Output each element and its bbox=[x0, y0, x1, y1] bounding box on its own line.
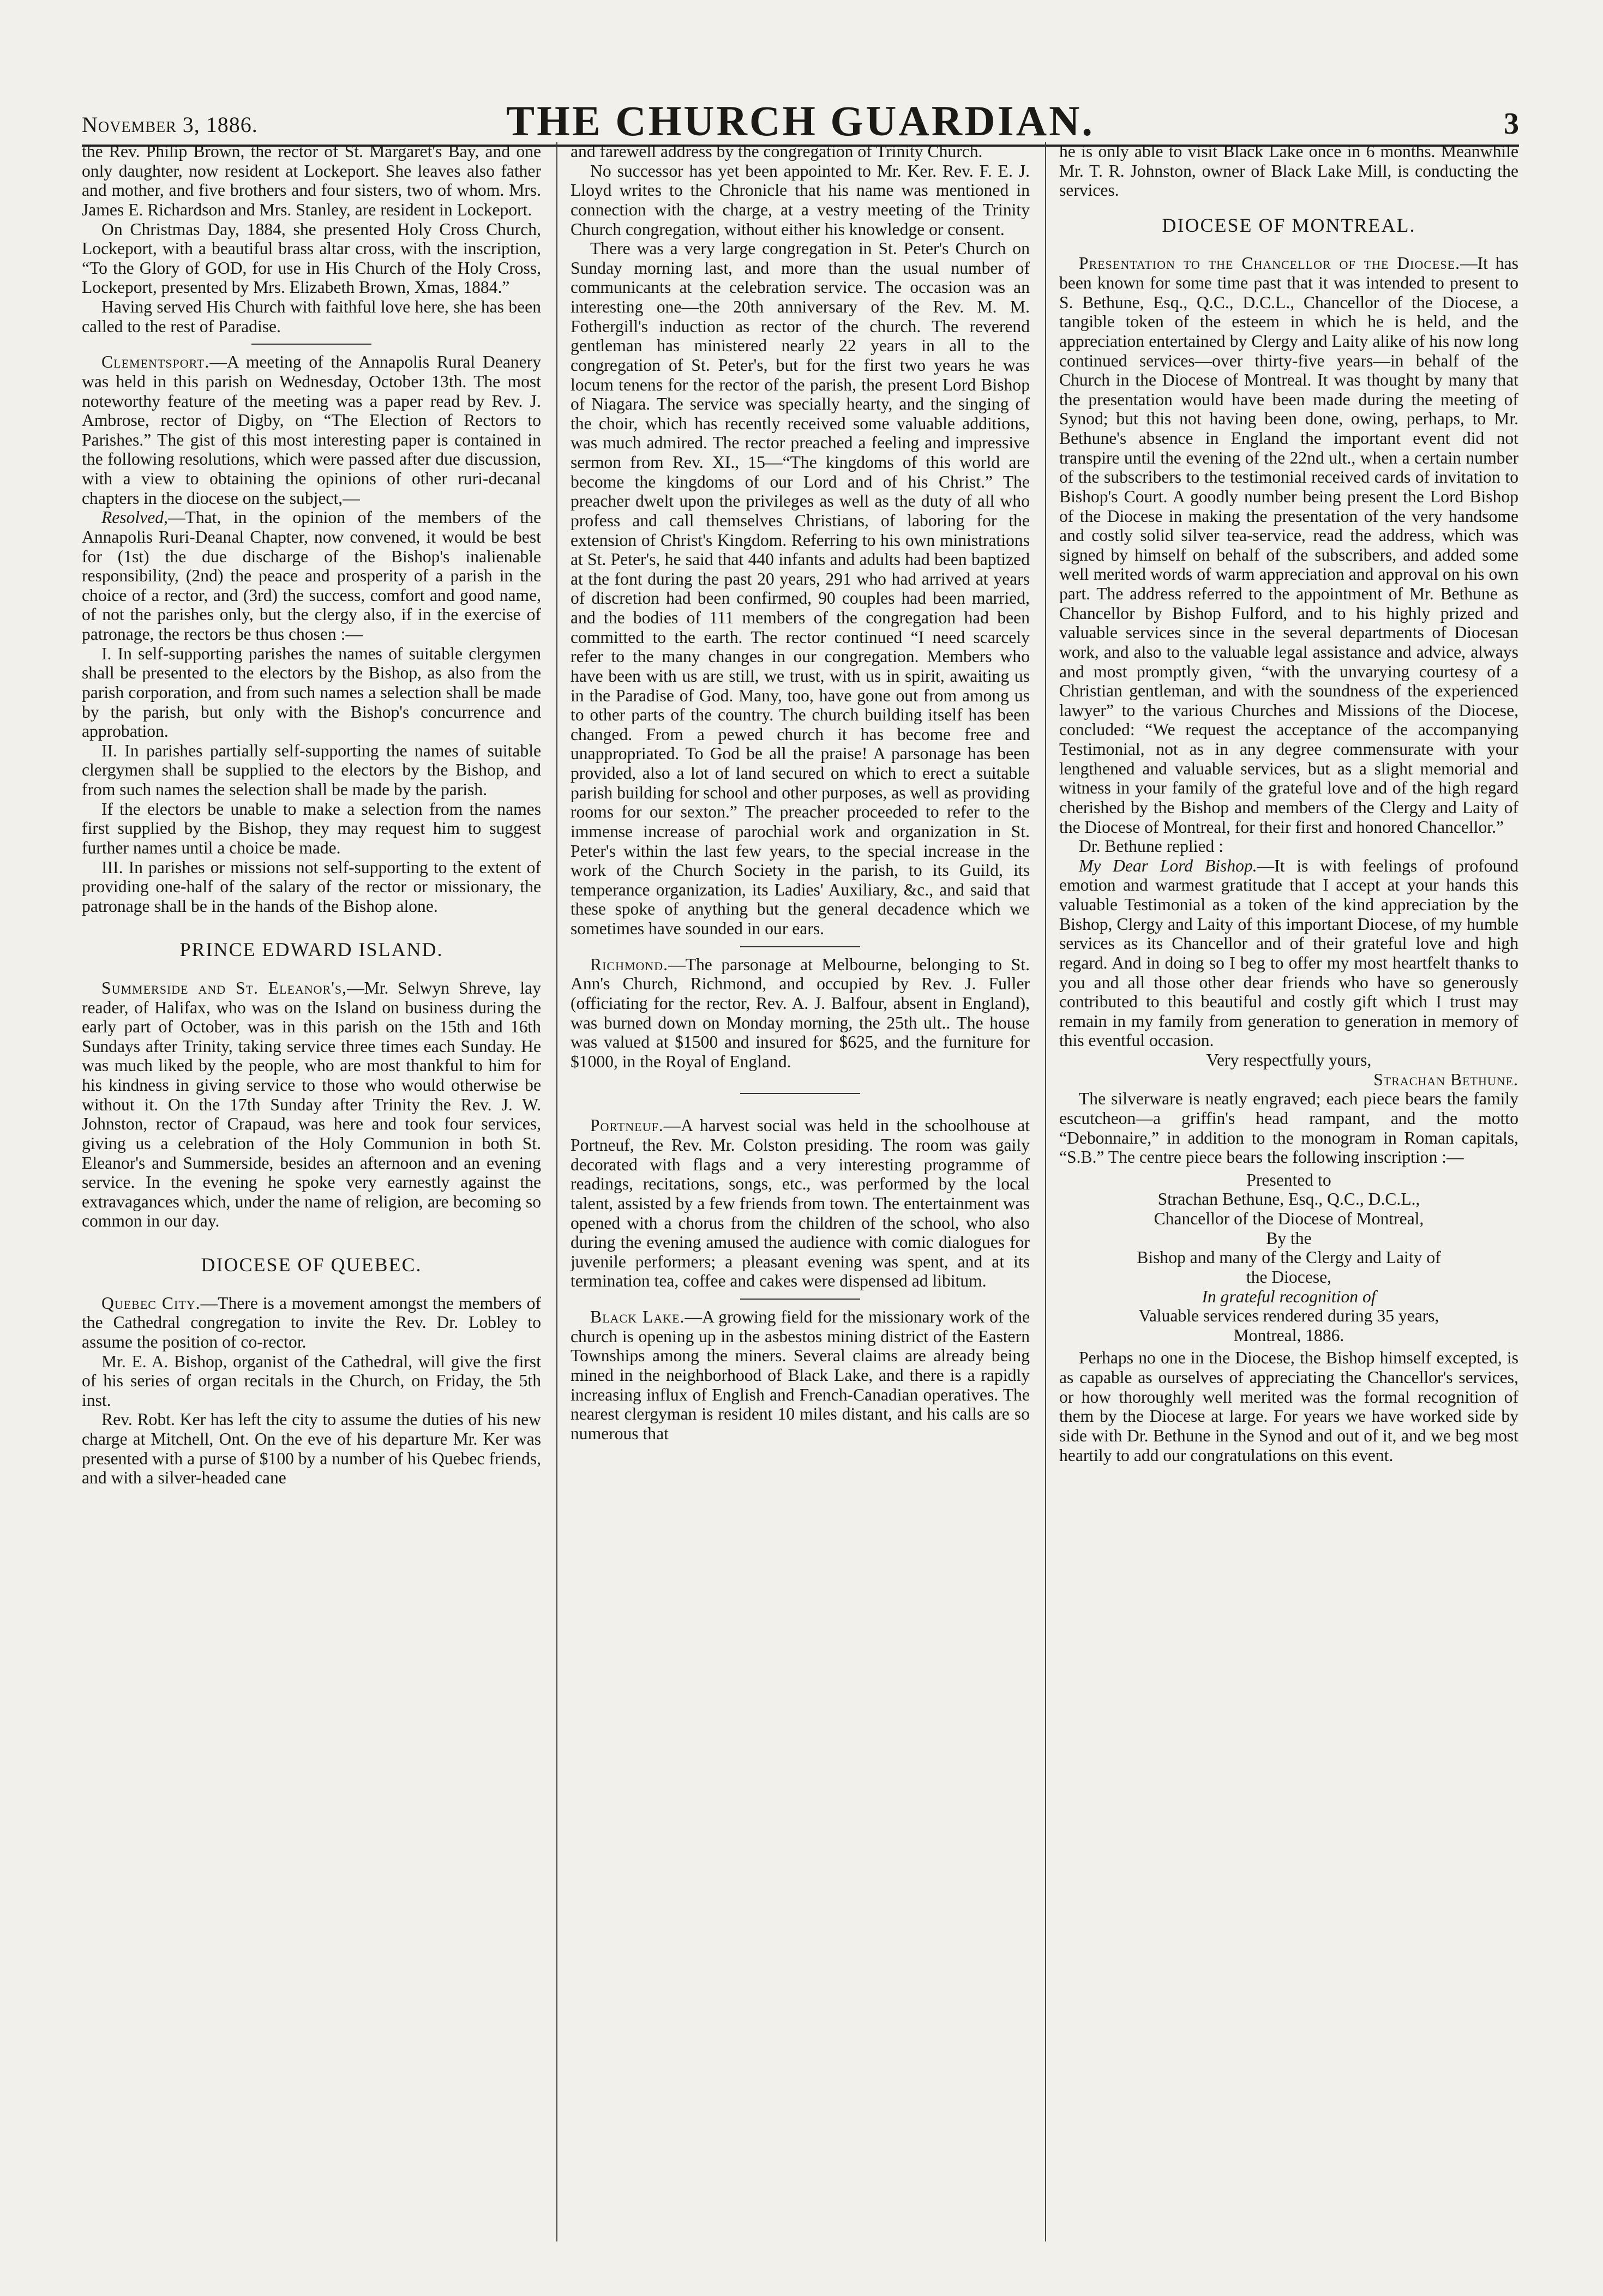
letter-closing: Very respectfully yours, bbox=[1206, 1050, 1372, 1070]
article-paragraph: Having served His Church with faithful love here, she has been called to the rest of Paradise. bbox=[82, 297, 541, 336]
inscription-line: Valuable services rendered during 35 years, bbox=[1138, 1306, 1439, 1326]
newspaper-title: THE CHURCH GUARDIAN. bbox=[506, 97, 1095, 145]
article-lead: Clementsport. bbox=[101, 352, 210, 372]
issue-date: November 3, 1886. bbox=[82, 112, 258, 137]
article-lead: Presentation to the Chancellor of the Diocese. bbox=[1079, 254, 1461, 273]
letter-body: —It is with feelings of profound emotion and warmest gratitude that I accept at your hands this valuable Testimonial as a token of the kind appreciation by the Bishop, Clergy and Laity of this important Diocese, of my humble services as its Chancellor and of their grateful love and high regard. And in doing so I beg to offer my most heartfelt thanks to you and all those other dear friends who have so generously contributed to this beautiful and costly gift which I trust may remain in my family from generation to generation in memory of this eventful occasion. bbox=[1059, 856, 1518, 1050]
resolution-item: III. In parishes or missions not self-supporting to the extent of providing one-half of the salary of the rector or missionary, the patronage shall be in the hands of the Bishop alone. bbox=[82, 857, 541, 916]
inscription-line: the Diocese, bbox=[1246, 1267, 1332, 1287]
masthead bbox=[82, 90, 1519, 147]
article-paragraph: No successor has yet been appointed to Mr. Ker. Rev. F. E. J. Lloyd writes to the Chronicle that his name was mentioned in connection with the charge, at a vestry meeting of the Trinity Church congregation, without either his knowledge or consent. bbox=[571, 161, 1030, 239]
article-body: —Mr. Selwyn Shreve, lay reader, of Halifax, who was on the Island on business during the early part of October, was in this parish on the 15th and 16th Sundays after Trinity, taking service three times each Sunday. He was much liked by the people, who are most thankful to him for his kindness in giving service to those who would otherwise be without it. On the 17th Sunday after Trinity the Rev. J. W. Johnston, rector of Crapaud, was here and took four services, giving us a celebration of the Holy Communion in both St. Eleanor's and Summerside, besides an afternoon and an evening service. In the evening he spoke very earnestly against the extravagances which, under the name of religion, are becoming so common in our day. bbox=[82, 978, 541, 1231]
inscription bbox=[1059, 1170, 1518, 1345]
article-body: —A growing field for the missionary work of the church is opening up in the asbestos mining district of the Eastern Townships among the miners. Several claims are already being mined in the neighborhood of Black Lake, and there is a rapidly increasing influx of English and French-Canadian operatives. The nearest clergyman is resident 10 miles distant, and his calls are so numerous that bbox=[571, 1307, 1030, 1443]
article-presentation bbox=[1059, 254, 1518, 837]
article-paragraph: There was a very large congregation in St. Peter's Church on Sunday morning last, and more than the usual number of communicants at the celebration service. The occasion was an interesting one—the 20th anniversary of the Rev. M. M. Fothergill's induction as rector of the church. The reverend gentleman has ministered nearly 22 years in all to the congregation of St. Peter's, but for the first two years he was locum tenens for the rector of the parish, the present Lord Bishop of Niagara. The service was specially hearty, and the singing of the choir, which has recently received some valuable additions, was much admired. The rector preached a feeling and impressive sermon from Rev. XI., 15—“The kingdoms of this world are become the kingdoms of our Lord and of his Christ.” The preacher dwelt upon the privileges as well as the duty of all who profess and call themselves Christians, of laboring for the extension of Christ's Kingdom. Referring to his own ministrations at St. Peter's, he said that 440 infants and adults had been baptized at the font during the past 20 years, 291 who had arrived at years of discretion had been confirmed, 90 couples had been married, and the bodies of 111 members of the congregation had been committed to the earth. The rector continued “I need scarcely refer to the many changes in our congregation. Members who have been with us are still, we trust, with us in spirit, awaiting us in the Paradise of God. Many, too, have gone out from among us to other parts of the country. The church building itself has been changed. From a pewed church it has become free and unappropriated. To God be all the praise! A parsonage has been provided, also a lot of land secured on which to erect a suitable parish building for school and other purposes, as well as providing rooms for our sexton.” The preacher proceeded to refer to the immense increase of parochial work and organization in St. Peter's within the last few years, to the special increase in the work of the Church Society in the parish, to its Guild, its temperance organization, its Ladies' Auxiliary, &c., and said that these spoke of anything but the general decadence which we sometimes have sounded in our ears. bbox=[571, 239, 1030, 938]
article-body: —A harvest social was held in the schoolhouse at Portneuf, the Rev. Mr. Colston presiding. The room was gaily decorated with flags and a very interesting programme of readings, recitations, songs, etc., was performed by the local talent, assisted by a few friends from town. The entertainment was opened with a chorus from the children of the school, who also during the evening amused the audience with comic dialogues for juvenile performers; a pleasant evening was spent, and at its termination tea, coffee and cakes were dispensed ad libitum. bbox=[571, 1116, 1030, 1291]
inscription-line: Chancellor of the Diocese of Montreal, bbox=[1154, 1209, 1424, 1229]
article-clementsport bbox=[82, 352, 541, 508]
article-paragraph: Mr. E. A. Bishop, organist of the Cathedral, will give the first of his series of organ recitals in the Church, on Friday, the 5th inst. bbox=[82, 1351, 541, 1410]
resolution-item: I. In self-supporting parishes the names of suitable clergymen shall be presented to the electors by the Bishop, as also from the parish corporation, and from such names a selection shall be made by the parish, but only with the Bishop's concurrence and approbation. bbox=[82, 644, 541, 741]
article-paragraph: The silverware is neatly engraved; each piece bears the family escutcheon—a griffin's head rampant, and the motto “Debonnaire,” in addition to the monogram in Roman capitals, “S.B.” The centre piece bears the following inscription :— bbox=[1059, 1089, 1518, 1167]
article-quebec-city bbox=[82, 1294, 541, 1352]
column-3 bbox=[1059, 142, 1518, 2269]
resolution-item: II. In parishes partially self-supporting the names of suitable clergymen shall be supplied to the electors by the Bishop, and from such names the selection shall be made by the parish. bbox=[82, 741, 541, 799]
article-lead: Portneuf. bbox=[590, 1116, 664, 1135]
short-divider bbox=[251, 344, 371, 345]
article-summerside bbox=[82, 978, 541, 1231]
column-1 bbox=[82, 142, 541, 2269]
column-divider bbox=[556, 142, 557, 2241]
inscription-line: Presented to bbox=[1246, 1170, 1331, 1189]
reply-letter bbox=[1059, 856, 1518, 1050]
inscription-line: In grateful recognition of bbox=[1202, 1287, 1376, 1306]
article-body: —There is a movement amongst the members of the Cathedral congregation to invite the Rev. Dr. Lobley to assume the position of co-rector. bbox=[82, 1293, 541, 1351]
reply-intro: Dr. Bethune replied : bbox=[1079, 837, 1223, 856]
column-2 bbox=[571, 142, 1030, 2269]
article-black-lake bbox=[571, 1307, 1030, 1443]
inscription-line: By the bbox=[1266, 1228, 1312, 1248]
page-number: 3 bbox=[1504, 107, 1519, 141]
article-paragraph: he is only able to visit Black Lake once in 6 months. Meanwhile Mr. T. R. Johnston, owner of Black Lake Mill, is conducting the services. bbox=[1059, 142, 1518, 200]
article-lead: Black Lake. bbox=[590, 1307, 685, 1326]
resolution-item: If the electors be unable to make a selection from the names first supplied by the Bishop, they may request him to suggest further names until a choice be made. bbox=[82, 799, 541, 857]
section-heading: DIOCESE OF MONTREAL. bbox=[1162, 214, 1416, 236]
short-divider bbox=[740, 1299, 860, 1300]
inscription-line: Bishop and many of the Clergy and Laity of bbox=[1137, 1248, 1441, 1267]
salutation: My Dear Lord Bishop. bbox=[1079, 856, 1257, 875]
article-paragraph: the Rev. Philip Brown, the rector of St. Margaret's Bay, and one only daughter, now resident at Lockeport. She leaves also father and mother, and five brothers and four sisters, two of whom. Mrs. James E. Richardson and Mrs. Stanley, are resident in Lockeport. bbox=[82, 142, 541, 219]
article-body: —It has been known for some time past that it was intended to present to S. Bethune, Esq., Q.C., D.C.L., Chancellor of the Diocese, a tangible token of the esteem in which he is held, and the appreciation entertained by Clergy and Laity alike of his now long continued services—over thirty-five years—in behalf of the Church in the Diocese of Montreal. It was thought by many that the presentation would have been made during the meeting of Synod; but this not having been done, owing, perhaps, to Mr. Bethune's absence in England the important event did not transpire until the evening of the 22nd ult., when a certain number of the subscribers to the testimonial received cards of invitation to Bishop's Court. A goodly number being present the Lord Bishop of the Diocese in making the presentation of the very handsome and costly solid silver tea-service, read the address, which was signed by himself on behalf of the subscribers, and added some well merited words of warm appreciation and approval on his own part. The address referred to the appointment of Mr. Bethune as Chancellor by Bishop Fulford, and to his highly prized and valuable services since in the several departments of Diocesan work, and also to the valuable legal assistance and advice, always and most promptly given, “with the unvarying courtesy of a Christian gentleman, and with the soundness of the experienced lawyer” to the various Churches and Missions of the Diocese, concluded: “We request the acceptance of the accompanying Testimonial, not as in any degree commensurate with your lengthened and valuable services, but as a slight memorial and witness in your family of the grateful love and of the high regard cherished by the Bishop and members of the Clergy and Laity of the Diocese of Montreal, for their first and honored Chancellor.” bbox=[1059, 254, 1518, 837]
resolution-text: —That, in the opinion of the members of the Annapolis Ruri-Deanal Chapter, now convened, it would be best for (1st) the due discharge of the Bishop's inalienable responsibility, (2nd) the peace and prosperity of a parish in the choice of a rector, and (3rd) the success, comfort and good name, of not the parishes only, but the clergy also, if in the exercise of patronage, the rectors be thus chosen :— bbox=[82, 508, 541, 644]
column-divider bbox=[1045, 142, 1046, 2241]
article-body: —A meeting of the Annapolis Rural Deanery was held in this parish on Wednesday, October 13th. The most noteworthy feature of the meeting was a paper read by Rev. J. Ambrose, rector of Digby, on “The Election of Rectors to Parishes.” The gist of this most interesting paper is contained in the following resolutions, which were passed after due discussion, with a view to obtaining the opinions of other ruri-decanal chapters in the diocese on the subject,— bbox=[82, 352, 541, 508]
short-divider bbox=[740, 946, 860, 947]
section-heading: DIOCESE OF QUEBEC. bbox=[201, 1254, 422, 1276]
letter-signature: Strachan Bethune. bbox=[1373, 1069, 1518, 1089]
article-paragraph: and farewell address by the congregation of Trinity Church. bbox=[571, 142, 983, 161]
article-paragraph: Rev. Robt. Ker has left the city to assume the duties of his new charge at Mitchell, Ont. On the eve of his departure Mr. Ker was presented with a purse of $100 by a number of his Quebec friends, and with a silver-headed cane bbox=[82, 1410, 541, 1488]
article-lead: Richmond. bbox=[590, 954, 669, 974]
article-lead: Quebec City. bbox=[101, 1293, 201, 1313]
article-portneuf bbox=[571, 1116, 1030, 1291]
section-heading: PRINCE EDWARD ISLAND. bbox=[179, 939, 443, 961]
article-lead: Summerside and St. Eleanor's, bbox=[101, 978, 347, 997]
article-paragraph: On Christmas Day, 1884, she presented Holy Cross Church, Lockeport, with a beautiful brass altar cross, with the inscription, “To the Glory of GOD, for use in His Church of the Holy Cross, Lockeport, presented by Mrs. Elizabeth Brown, Xmas, 1884.” bbox=[82, 219, 541, 297]
article-paragraph: Perhaps no one in the Diocese, the Bishop himself excepted, is as capable as ourselves of appreciating the Chancellor's services, or how thoroughly well merited was the formal recognition of them by the Diocese at large. For years we have worked side by side with Dr. Bethune in the Synod and out of it, and we beg most heartily to add our congratulations on this event. bbox=[1059, 1348, 1518, 1465]
resolution-paragraph bbox=[82, 508, 541, 644]
resolved-lead: Resolved, bbox=[101, 508, 168, 527]
inscription-line: Strachan Bethune, Esq., Q.C., D.C.L., bbox=[1157, 1189, 1420, 1209]
inscription-line: Montreal, 1886. bbox=[1233, 1325, 1344, 1345]
short-divider bbox=[740, 1093, 860, 1094]
article-richmond bbox=[571, 955, 1030, 1072]
article-body: —The parsonage at Melbourne, belonging to St. Ann's Church, Richmond, and occupied by Rev. J. Fuller (officiating for the rector, Rev. A. J. Balfour, absent in England), was burned down on Monday morning, the 25th ult.. The house was valued at $1500 and insured for $625, and the furniture for $1000, in the Royal of England. bbox=[571, 954, 1030, 1071]
